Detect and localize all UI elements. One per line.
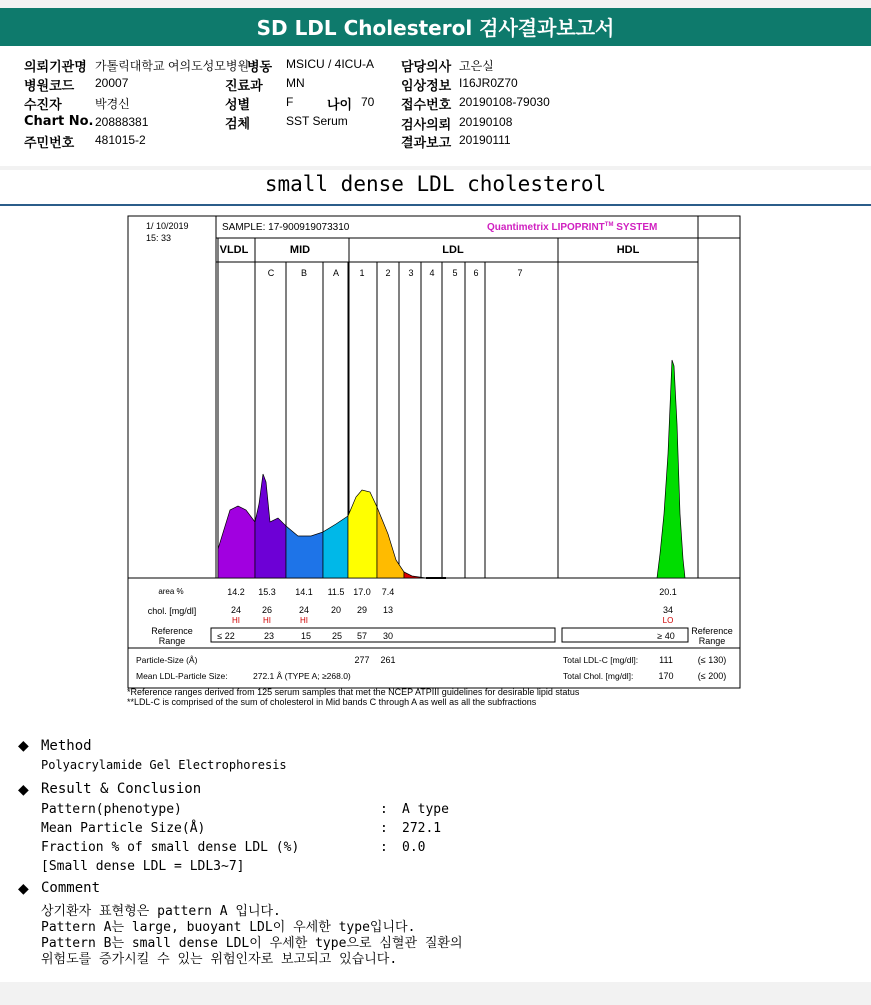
section-title: small dense LDL cholesterol — [264, 172, 607, 196]
code-value: 20007 — [95, 76, 129, 90]
section-band — [0, 166, 871, 170]
ref-value: 15 — [300, 631, 312, 641]
results-table — [136, 587, 733, 681]
chol-value: 24 — [298, 605, 310, 615]
band-label-1: 1 — [359, 268, 365, 278]
particle-size-label: Particle-Size (Å) — [136, 655, 198, 665]
comment-bullet-icon: ◆ — [18, 880, 29, 896]
request-value: 20190108 — [459, 115, 513, 129]
particle-size-1: 277 — [354, 655, 370, 665]
report-title: SD LDL Cholesterol 검사결과보고서 — [0, 8, 871, 46]
specimen-value: SST Serum — [286, 114, 348, 128]
lipoprint-chart — [126, 214, 742, 690]
sex-value: F — [286, 95, 294, 109]
area-value: 11.5 — [327, 587, 345, 597]
electrophoresis-curve — [218, 360, 685, 578]
footnote-2: **LDL-C is comprised of the sum of cholesterol in Mid bands C through A as well as all the subfractions — [127, 697, 537, 707]
band-label-c: C — [267, 268, 275, 278]
particle-size-2: 261 — [380, 655, 396, 665]
brand-sup: TM — [604, 222, 614, 228]
chart-no-value: 20888381 — [95, 115, 149, 129]
chol-value: 34 — [662, 605, 674, 615]
band-label-6: 6 — [473, 268, 479, 278]
comment-heading: Comment — [41, 880, 101, 896]
band-label-3: 3 — [408, 268, 414, 278]
result-value-3: 0.0 — [402, 840, 426, 855]
area-value: 17.0 — [353, 587, 371, 597]
patient-value: 박경신 — [95, 97, 130, 111]
area-value: 14.1 — [295, 587, 313, 597]
total-ldl-value: 111 — [659, 655, 673, 665]
total-chol-ref: (≤ 200) — [697, 671, 727, 681]
comment-line-4: 위험도를 증가시킬 수 있는 위험인자로 보고되고 있습니다. — [41, 952, 398, 967]
hospital-value: 가톨릭대학교 여의도성모병원 — [95, 59, 250, 73]
bottom-band — [0, 982, 871, 1005]
area-value: 15.3 — [258, 587, 276, 597]
group-label-mid: MID — [289, 244, 311, 256]
row-label-ref-2: Range — [158, 636, 186, 646]
ward-value: MSICU / 4ICU-A — [286, 57, 375, 71]
id-label: 주민번호 — [24, 136, 75, 151]
group-label-vldl: VLDL — [219, 244, 249, 256]
row-label-chol: chol. [mg/dl] — [147, 606, 197, 616]
sex-label: 성별 — [225, 98, 251, 113]
band-label-b: B — [300, 268, 308, 278]
result-sep-1: : — [380, 802, 388, 817]
chol-flag: HI — [300, 616, 308, 625]
id-value: 481015-2 — [95, 133, 146, 147]
patient-label: 수진자 — [24, 98, 62, 113]
chart-no-label: Chart No. — [24, 114, 94, 129]
row-label-ref-1: Reference — [151, 626, 193, 636]
doctor-label: 담당의사 — [401, 60, 452, 75]
band-label-4: 4 — [429, 268, 435, 278]
result-label-3: Fraction % of small dense LDL (%) — [41, 840, 300, 855]
ref-value: 30 — [382, 631, 394, 641]
ref-value: 57 — [356, 631, 368, 641]
group-label-hdl: HDL — [616, 244, 640, 256]
band-label-7: 7 — [517, 268, 523, 278]
receipt-value: 20190108-79030 — [459, 95, 550, 109]
result-sep-3: : — [380, 840, 388, 855]
dept-value: MN — [286, 76, 305, 90]
ward-label: 병동 — [247, 60, 273, 75]
code-label: 병원코드 — [24, 79, 75, 94]
total-ldl-ref: (≤ 130) — [697, 655, 727, 665]
row-label-ref-right-1: Reference — [691, 626, 733, 636]
hospital-label: 의뢰기관명 — [24, 60, 87, 75]
ref-value: 25 — [331, 631, 343, 641]
band-area-3 — [323, 516, 348, 578]
band-label-5: 5 — [452, 268, 458, 278]
chol-flag: LO — [662, 616, 674, 625]
age-label: 나이 — [327, 98, 353, 113]
mean-size-label: Mean LDL-Particle Size: — [136, 671, 228, 681]
chol-value: 24 — [230, 605, 242, 615]
result-value-2: 272.1 — [402, 821, 442, 836]
chol-flag: HI — [232, 616, 240, 625]
result-label-1: Pattern(phenotype) — [41, 802, 182, 817]
band-label-a: A — [332, 268, 340, 278]
chol-value: 26 — [261, 605, 273, 615]
ref-value: 23 — [263, 631, 275, 641]
band-area-1 — [255, 474, 286, 578]
clinical-value: I16JR0Z70 — [459, 76, 518, 90]
chart-time: 15: 33 — [146, 233, 172, 243]
method-bullet-icon: ◆ — [18, 737, 29, 753]
area-value: 20.1 — [659, 587, 677, 597]
ref-value: ≥ 40 — [657, 631, 675, 641]
report-value: 20190111 — [459, 133, 511, 147]
dept-label: 진료과 — [225, 79, 263, 94]
band-area-6 — [404, 572, 426, 578]
brand-suffix: SYSTEM — [613, 222, 658, 233]
chart-brand — [487, 222, 657, 233]
section-divider — [0, 204, 871, 206]
report-label: 결과보고 — [401, 136, 452, 151]
row-label-area: area % — [158, 587, 184, 596]
area-value: 7.4 — [381, 587, 395, 597]
doctor-value: 고은실 — [459, 59, 494, 73]
comment-line-3: Pattern B는 small dense LDL이 우세한 type으로 심혈관 질환의 — [41, 936, 463, 951]
chart-frame — [128, 216, 740, 688]
mean-size-value: 272.1 Å (TYPE A; ≥268.0) — [253, 671, 351, 681]
method-heading: Method — [41, 738, 92, 754]
method-text: Polyacrylamide Gel Electrophoresis — [41, 758, 287, 772]
total-chol-label: Total Chol. [mg/dl]: — [563, 671, 634, 681]
comment-line-2: Pattern A는 large, buoyant LDL이 우세한 type입니다. — [41, 920, 416, 935]
chart-sample: SAMPLE: 17-900919073310 — [222, 222, 350, 233]
chol-value: 29 — [356, 605, 368, 615]
chart-date: 1/ 10/2019 — [146, 221, 189, 231]
group-label-ldl: LDL — [442, 244, 464, 256]
total-ldl-label: Total LDL-C [mg/dl]: — [563, 655, 639, 665]
chol-value: 20 — [330, 605, 342, 615]
row-label-ref-right-2: Range — [698, 636, 726, 646]
total-chol-value: 170 — [658, 671, 674, 681]
brand-text: Quantimetrix LIPOPRINT — [487, 222, 605, 233]
request-label: 검사의뢰 — [401, 118, 452, 133]
band-area-5 — [377, 507, 404, 578]
band-area-0 — [218, 506, 255, 578]
group-labels — [220, 244, 640, 256]
top-band — [0, 0, 871, 8]
band-label-2: 2 — [385, 268, 391, 278]
receipt-label: 접수번호 — [401, 98, 452, 113]
result-note: [Small dense LDL = LDL3~7] — [41, 859, 245, 874]
band-area-2 — [286, 526, 323, 578]
result-heading: Result & Conclusion — [41, 781, 202, 797]
specimen-label: 검체 — [225, 117, 251, 132]
clinical-label: 임상정보 — [401, 79, 452, 94]
result-bullet-icon: ◆ — [18, 781, 29, 797]
band-area-4 — [348, 490, 377, 578]
area-value: 14.2 — [227, 587, 245, 597]
result-value-1: A type — [402, 802, 449, 817]
chol-value: 13 — [382, 605, 394, 615]
result-sep-2: : — [380, 821, 388, 836]
chol-flag: HI — [263, 616, 271, 625]
comment-line-1: 상기환자 표현형은 pattern A 입니다. — [41, 904, 281, 919]
band-labels — [268, 268, 523, 278]
result-label-2: Mean Particle Size(Å) — [41, 821, 206, 836]
ref-value: ≤ 22 — [217, 631, 235, 641]
age-value: 70 — [361, 95, 375, 109]
hdl-peak-area — [657, 360, 685, 578]
footnote-1: *Reference ranges derived from 125 serum samples that met the NCEP ATPIII guidelines for desirable lipid status — [127, 687, 580, 697]
